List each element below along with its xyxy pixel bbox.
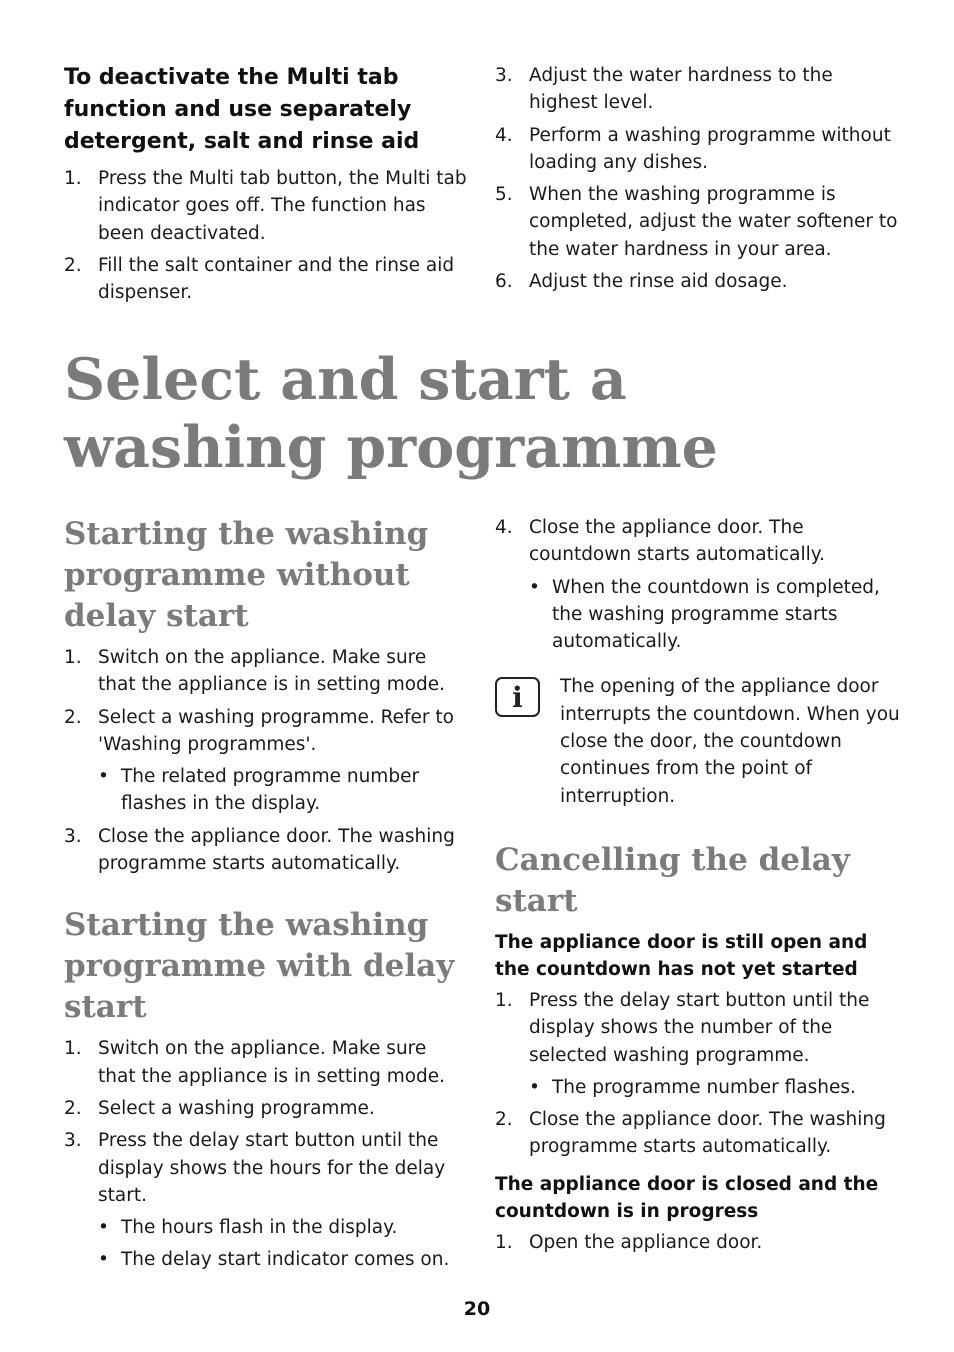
bullet-item: • The related programme number flashes in the display. [98, 763, 468, 818]
without-delay-steps [64, 644, 468, 877]
page-title: Select and start a washing programme [64, 346, 718, 481]
bullet-list [529, 1074, 905, 1101]
section-title-with-delay: Starting the washing programme with delay start [64, 907, 455, 1026]
deactivate-heading: To deactivate the Multi tab function and use separately detergent, salt and rinse aid [64, 65, 420, 154]
list-item: 1. Open the appliance door. [495, 1231, 763, 1253]
bullet-list [98, 763, 468, 818]
with-delay-steps [64, 1035, 468, 1273]
deactivate-steps-part1 [64, 165, 468, 306]
cancel-case1-heading: The appliance door is still open and the countdown has not yet started [495, 931, 868, 980]
list-item: 3. Close the appliance door. The washing programme starts automatically. [64, 825, 455, 875]
list-item: 4. Close the appliance door. The countdown starts automatically. • When the countdown is completed, the washing programme starts automatically. [495, 514, 905, 655]
list-item: 4. Perform a washing programme without loading any dishes. [495, 124, 891, 173]
list-item: 1. Press the delay start button until the display shows the number of the selected washing programme. • The programme number flashes. [495, 987, 905, 1101]
list-item: 1. Switch on the appliance. Make sure that the appliance is in setting mode. [64, 1038, 446, 1087]
list-item: 3. Press the delay start button until the display shows the hours for the delay start. • The hours flash in the display. • The delay start indicator comes on. [64, 1127, 468, 1273]
list-item: 5. When the washing programme is completed, adjust the water softener to the water hardness in your area. [495, 184, 898, 260]
info-note-text: The opening of the appliance door interrupts the countdown. When you close the door, the countdown continues from the point of interruption. [560, 676, 900, 807]
deactivate-section-continued [495, 62, 905, 300]
section-title-without-delay: Starting the washing programme without delay start [64, 516, 429, 634]
with-delay-steps-continued [495, 514, 905, 655]
list-item: 1. Press the Multi tab button, the Multi tab indicator goes off. The function has been deactivated. [64, 168, 467, 244]
left-column [64, 514, 468, 1279]
section-title-cancelling: Cancelling the delay start [495, 841, 850, 919]
page-number: 20 [463, 1298, 491, 1320]
list-item: 1. Switch on the appliance. Make sure that the appliance is in setting mode. [64, 647, 446, 696]
info-icon: i [495, 677, 540, 717]
bullet-item: • The delay start indicator comes on. [98, 1246, 468, 1273]
bullet-list [529, 574, 905, 656]
list-item: 2. Select a washing programme. [64, 1097, 375, 1119]
list-item: 2. Select a washing programme. Refer to 'Washing programmes'. • The related programme number flashes in the display. [64, 704, 468, 818]
cancel-case2-heading: The appliance door is closed and the countdown is in progress [495, 1173, 879, 1222]
list-item: 2. Fill the salt container and the rinse aid dispenser. [64, 254, 455, 304]
bullet-list [98, 1214, 468, 1274]
info-note [495, 673, 905, 809]
bullet-item: • The hours flash in the display. [98, 1214, 468, 1241]
deactivate-section [64, 62, 468, 311]
cancel-case1-steps [495, 987, 905, 1161]
list-item: 2. Close the appliance door. The washing programme starts automatically. [495, 1109, 886, 1158]
list-item: 3. Adjust the water hardness to the highest level. [495, 65, 833, 114]
cancel-case2-steps [495, 1229, 905, 1256]
deactivate-steps-part2 [495, 62, 905, 295]
right-column [495, 514, 905, 1261]
list-item: 6. Adjust the rinse aid dosage. [495, 271, 788, 293]
bullet-item: • The programme number flashes. [529, 1074, 905, 1101]
bullet-item: • When the countdown is completed, the washing programme starts automatically. [529, 574, 905, 656]
